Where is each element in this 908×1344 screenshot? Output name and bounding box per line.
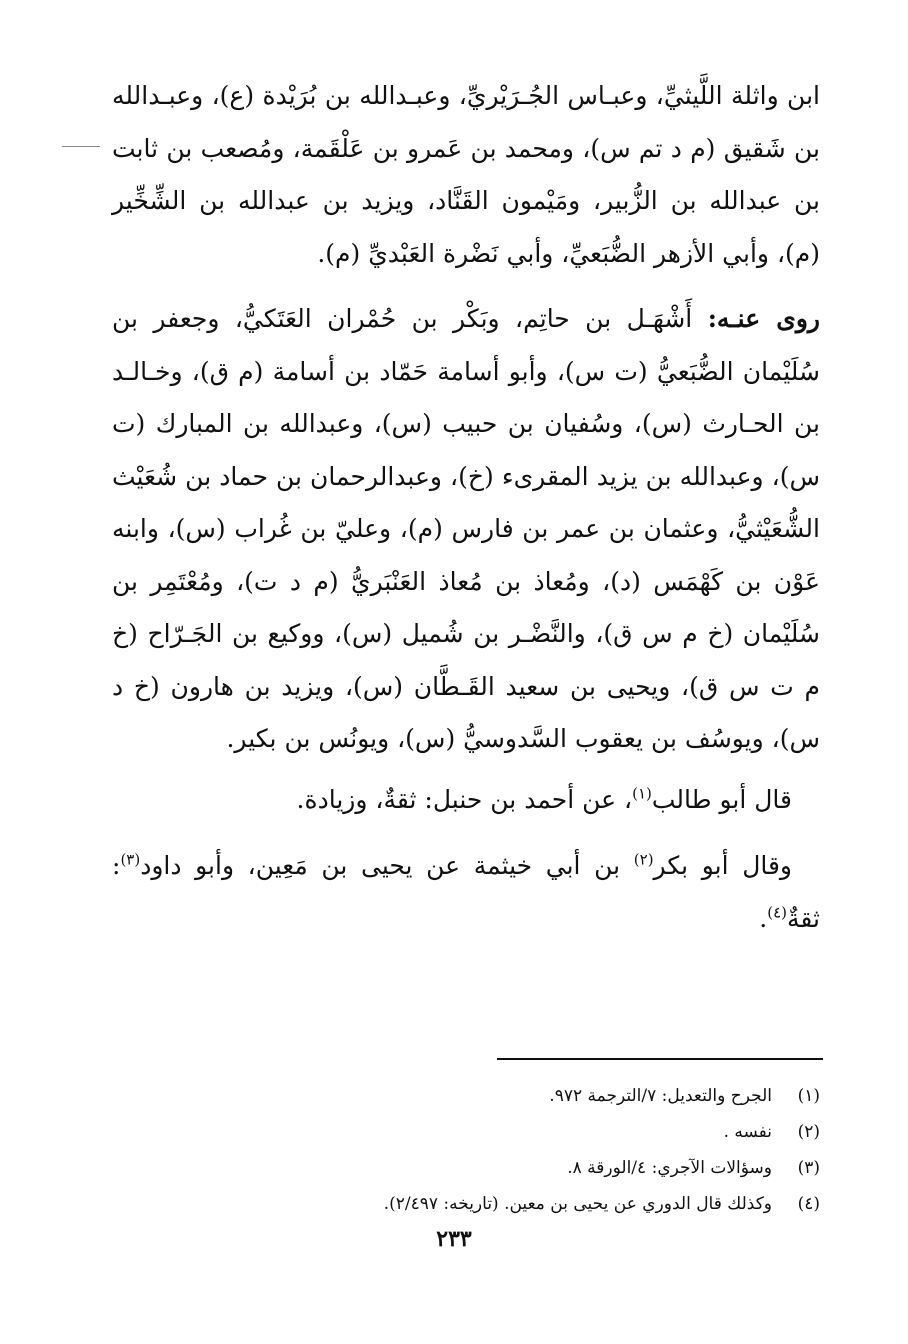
main-text [112,70,820,945]
students-label: روى عنـه: [707,304,820,333]
quote-abu-talib [112,774,820,827]
footnote-text: وكذلك قال الدوري عن يحيى بن معين. (تاريخه: ٢/٤٩٧). [383,1194,772,1214]
quote1-after: ، عن أحمد بن حنبل: ثقةٌ، وزيادة. [296,784,633,814]
footnote-divider [497,1058,823,1060]
footnote-ref-3: (٣) [120,850,141,869]
footnotes [200,1078,820,1222]
footnote-ref-2: (٢) [633,850,654,869]
footnote-number: (٣) [797,1158,820,1178]
footnote-text: الجرح والتعديل: ٧/الترجمة ٩٧٢. [549,1086,772,1106]
footnote-ref-1: (١) [632,784,652,803]
footnote-text: وسؤالات الآجري: ٤/الورقة ٨. [567,1158,772,1178]
footnote-text: نفسه . [723,1122,772,1142]
teachers-paragraph: ابن واثلة اللَّيثيِّ، وعبـاس الجُـرَيْريِّ، وعبـدالله بن بُرَيْدة (ع)، وعبـدالله بن شَقيق (م د تم س)، ومحمد بن عَمرو بن عَلْقَمة، ومُصعب بن ثابت بن عبدالله بن الزُّبير، ومَيْمون القَنَّاد، ويزيد بن عبدالله بن الشِّخِّير (م)، وأبي الأزهر الضُّبَعيِّ، وأبي نَضْرة العَبْديِّ (م). [112,81,820,268]
quote2-part3: : ثقةٌ [112,851,820,933]
footnote-item [200,1114,820,1150]
footnote-number: (٢) [797,1122,820,1142]
footnote-item [200,1150,820,1186]
footnote-number: (١) [797,1086,820,1106]
quote2-part2: بن أبي خيثمة عن يحيى بن مَعِين، وأبو داود [140,851,634,880]
quote2-part4: . [759,903,768,933]
page-number: ٢٣٣ [436,1226,472,1252]
margin-mark [62,146,100,147]
quote1-before: قال أبو طالب [651,784,792,814]
footnote-ref-4: (٤) [767,903,787,922]
quote-abu-bakr [112,840,820,945]
footnote-number: (٤) [797,1194,820,1214]
students-paragraph [112,293,820,766]
footnote-item [200,1186,820,1222]
students-text: أَشْهَـل بن حاتِم، وبَكْر بن حُمْران العَتَكيُّ، وجعفر بن سُلَيْمان الضُّبَعيُّ (ت س)، وأبو أسامة حَمّاد بن أسامة (م ق)، وخـالـد بن الحـارث (س)، وسُفيان بن حبيب (س)، وعبدالله بن المبارك (ت س)، وعبدالله بن يزيد المقرىء (خ)، وعبدالرحمان بن حماد بن شُعَيْث الشُّعَيْثيُّ، وعثمان بن عمر بن فارس (م)، وعليّ بن غُراب (س)، وابنه عَوْن بن كَهْمَس (د)، ومُعاذ بن مُعاذ العَنْبَريُّ (م د ت)، ومُعْتَمِر بن سُلَيْمان (خ م س ق)، والنَّضْـر بن شُميل (س)، ووكيع بن الجَـرّاح (خ م ت س ق)، ويحيى بن سعيد القَـطَّان (س)، ويزيد بن هارون (خ د س)، ويوسُف بن يعقوب السَّدوسيُّ (س)، ويونُس بن بكير. [112,304,820,753]
footnote-item [200,1078,820,1114]
quote2-part1: وقال أبو بكر [653,851,792,880]
